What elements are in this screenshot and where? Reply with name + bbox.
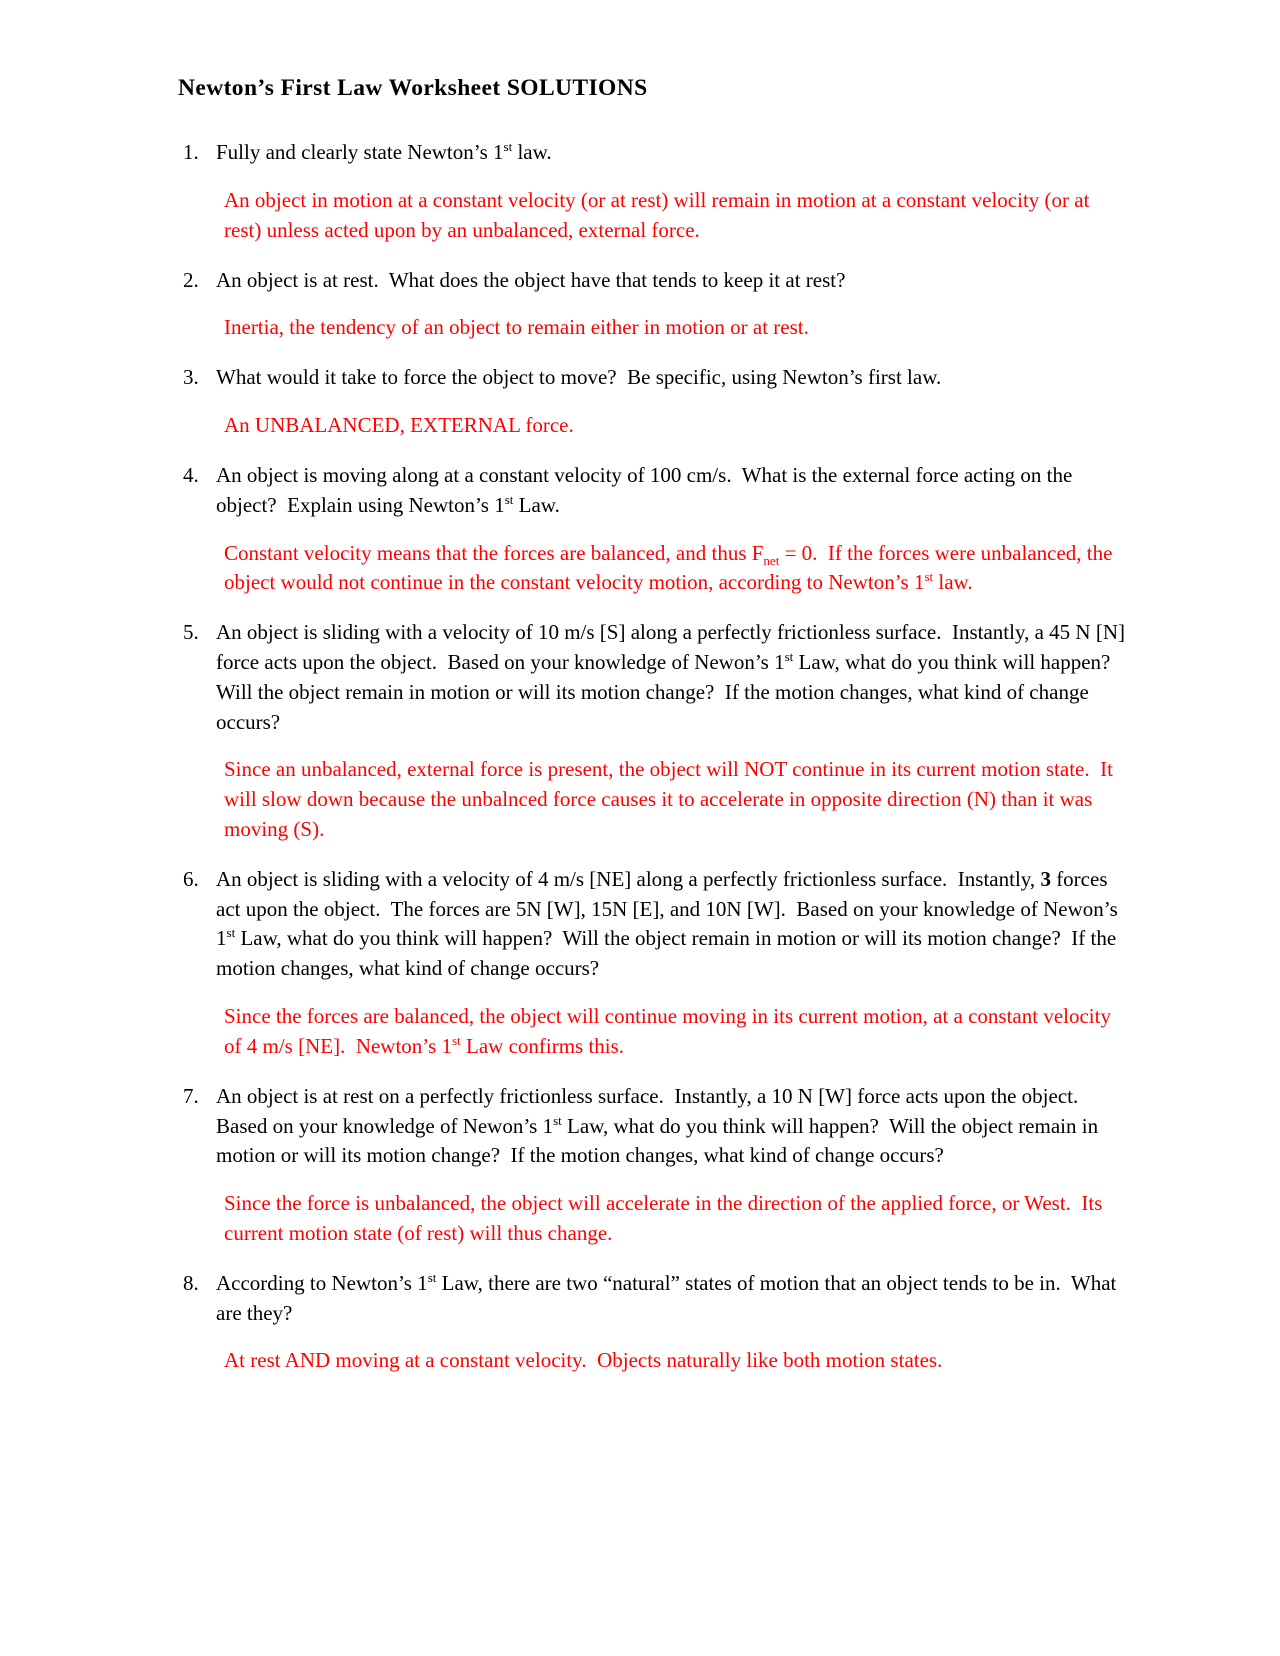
question-text: An object is sliding with a velocity of 4 m/s [NE] along a perfectly frictionless surface. Instantly, 3 forces act upon the object. The forces are 5N [W], 15N [E], and 10N [W]. Based on your knowledge of Newon’s 1st Law, what do you think will happen? Will the object remain in motion or will its motion change? If the motion changes, what kind of change occurs?: [216, 866, 1118, 981]
question-row: [178, 138, 1130, 168]
qa-item: [178, 461, 1130, 618]
question-row: [178, 1269, 1130, 1329]
question-number: 8.: [183, 1270, 199, 1295]
question-text: An object is moving along at a constant velocity of 100 cm/s. What is the external force acting on the object? Explain using Newton’s 1st Law.: [216, 462, 1073, 517]
spacer: [178, 1062, 1130, 1082]
answer-text: Since the forces are balanced, the object will continue moving in its current motion, at a constant velocity of 4 m/s [NE]. Newton’s 1st Law confirms this.: [224, 1004, 1111, 1058]
spacer: [178, 343, 1130, 363]
question-row: [178, 363, 1130, 393]
spacer: [178, 1376, 1130, 1396]
question-row: [178, 266, 1130, 296]
page-title: Newton’s First Law Worksheet SOLUTIONS: [178, 75, 648, 101]
question-row: [178, 618, 1130, 737]
answer-text: An object in motion at a constant velocity (or at rest) will remain in motion at a constant velocity (or at rest) unless acted upon by an unbalanced, external force.: [224, 188, 1090, 242]
answer-text: Since the force is unbalanced, the object will accelerate in the direction of the applied force, or West. Its current motion state (of rest) will thus change.: [224, 1191, 1103, 1245]
question-text: An object is at rest. What does the object have that tends to keep it at rest?: [216, 267, 846, 292]
question-number: 1.: [183, 140, 199, 165]
spacer: [178, 845, 1130, 865]
qa-item: [178, 266, 1130, 364]
question-row: [178, 1082, 1130, 1171]
question-text: An object is at rest on a perfectly frictionless surface. Instantly, a 10 N [W] force acts upon the object. Based on your knowledge of Newon’s 1st Law, what do you think will happen? Will the object remain in motion or will its motion change? If the motion changes, what kind of change occurs?: [216, 1083, 1099, 1168]
qa-item: [178, 1082, 1130, 1269]
question-number: 4.: [183, 462, 199, 487]
question-number: 6.: [183, 866, 199, 891]
question-row: [178, 865, 1130, 984]
answer-text: An UNBALANCED, EXTERNAL force.: [224, 413, 574, 438]
qa-item: [178, 865, 1130, 1082]
spacer: [178, 1249, 1130, 1269]
question-answer-list: [178, 138, 1130, 1396]
question-number: 2.: [183, 267, 199, 292]
question-text: What would it take to force the object to move? Be specific, using Newton’s first law.: [216, 365, 942, 390]
question-row: [178, 461, 1130, 521]
question-text: An object is sliding with a velocity of 10 m/s [S] along a perfectly frictionless surface. Instantly, a 45 N [N] force acts upon the object. Based on your knowledge of Newon’s 1st Law, what do you think will happen? Will the object remain in motion or will its motion change? If the motion changes, what kind of change occurs?: [216, 620, 1125, 734]
qa-item: [178, 138, 1130, 265]
question-text: According to Newton’s 1st Law, there are two “natural” states of motion that an object tends to be in. What are they?: [216, 1269, 1117, 1325]
answer-text: Constant velocity means that the forces are balanced, and thus $F_{net} = 0$. If the forces were unbalanced, the object would not continue in the constant velocity motion, according to Newton’s 1st law.: [224, 540, 1113, 595]
question-text: Fully and clearly state Newton’s 1st law.: [216, 139, 552, 165]
answer-text: At rest AND moving at a constant velocity. Objects naturally like both motion states.: [224, 1348, 943, 1373]
question-number: 7.: [183, 1083, 199, 1108]
qa-item: [178, 1269, 1130, 1396]
question-number: 3.: [183, 365, 199, 390]
spacer: [178, 441, 1130, 461]
qa-item: [178, 363, 1130, 461]
answer-text: Since an unbalanced, external force is present, the object will NOT continue in its current motion state. It will slow down because the unbalnced force causes it to accelerate in opposite direction (N) than it was moving (S).: [224, 757, 1113, 841]
spacer: [178, 246, 1130, 266]
question-number: 5.: [183, 620, 199, 645]
answer-text: Inertia, the tendency of an object to remain either in motion or at rest.: [224, 315, 809, 340]
spacer: [178, 598, 1130, 618]
qa-item: [178, 618, 1130, 865]
